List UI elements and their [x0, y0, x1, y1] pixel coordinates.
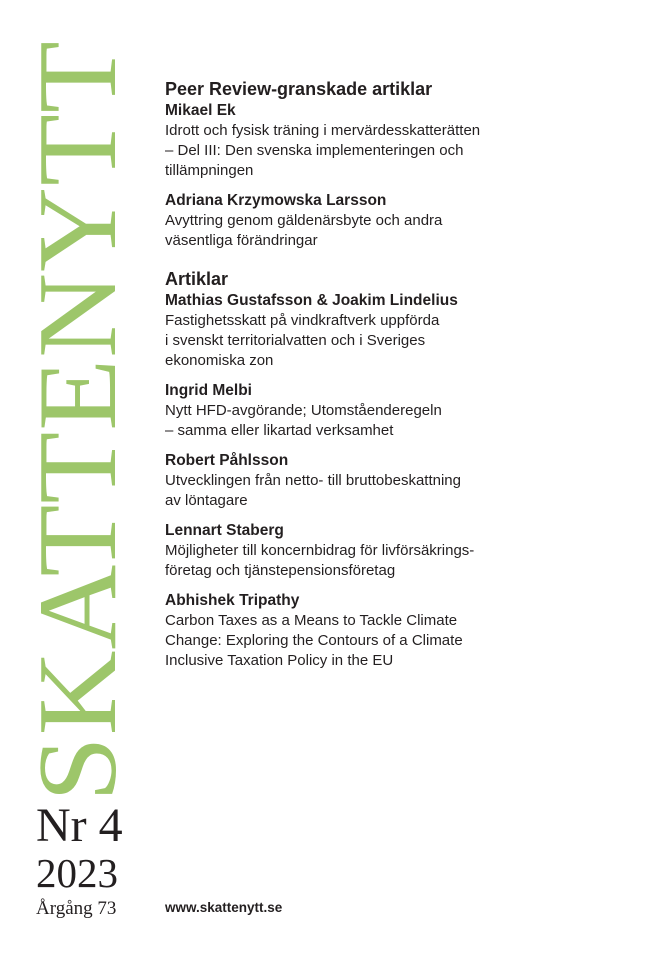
entry-title: Idrott och fysisk träning i mervärdesskatterätten – Del III: Den svenska implementeringen och tillämpningen — [165, 122, 481, 179]
entry-title: Nytt HFD-avgörande; Utomståenderegeln – samma eller likartad verksamhet — [165, 402, 442, 439]
table-of-contents — [165, 78, 625, 671]
entry-title: Carbon Taxes as a Means to Tackle Climate Change: Exploring the Contours of a Climate Inclusive Taxation Policy in the EU — [165, 612, 463, 669]
entry-author: Lennart Staberg — [165, 522, 284, 539]
entry-author: Mathias Gustafsson & Joakim Lindelius — [165, 292, 458, 309]
toc-entry — [165, 191, 625, 251]
issue-number: Nr 4 — [36, 799, 123, 852]
entry-author: Adriana Krzymowska Larsson — [165, 192, 387, 209]
entry-author: Mikael Ek — [165, 102, 236, 119]
entry-title: Möjligheter till koncernbidrag för livförsäkrings- företag och tjänstepensionsföretag — [165, 542, 475, 579]
section-title: Artiklar — [165, 269, 229, 289]
toc-entry — [165, 101, 625, 181]
toc-entry — [165, 591, 625, 671]
issue-volume: Årgång 73 — [36, 898, 117, 919]
toc-entry — [165, 451, 625, 511]
entry-author: Ingrid Melbi — [165, 382, 252, 399]
section-articles — [165, 268, 625, 671]
entry-author: Robert Påhlsson — [165, 452, 289, 469]
entry-title: Avyttring genom gäldenärsbyte och andra väsentliga förändringar — [165, 212, 443, 249]
masthead-logo — [16, 40, 140, 802]
entry-author: Abhishek Tripathy — [165, 592, 300, 609]
section-peer-review — [165, 78, 625, 251]
toc-entry — [165, 381, 625, 441]
entry-title: Utvecklingen från netto- till bruttobeskattning av löntagare — [165, 472, 461, 509]
issue-year: 2023 — [36, 850, 118, 896]
toc-entry — [165, 291, 625, 371]
toc-entry — [165, 521, 625, 581]
website-url[interactable]: www.skattenytt.se — [165, 900, 283, 915]
masthead-title: SKATTENYTT — [16, 40, 140, 802]
section-title: Peer Review-granskade artiklar — [165, 79, 433, 99]
entry-title: Fastighetsskatt på vindkraftverk uppförda i svenskt territorialvatten och i Sveriges ekonomiska zon — [165, 312, 440, 369]
